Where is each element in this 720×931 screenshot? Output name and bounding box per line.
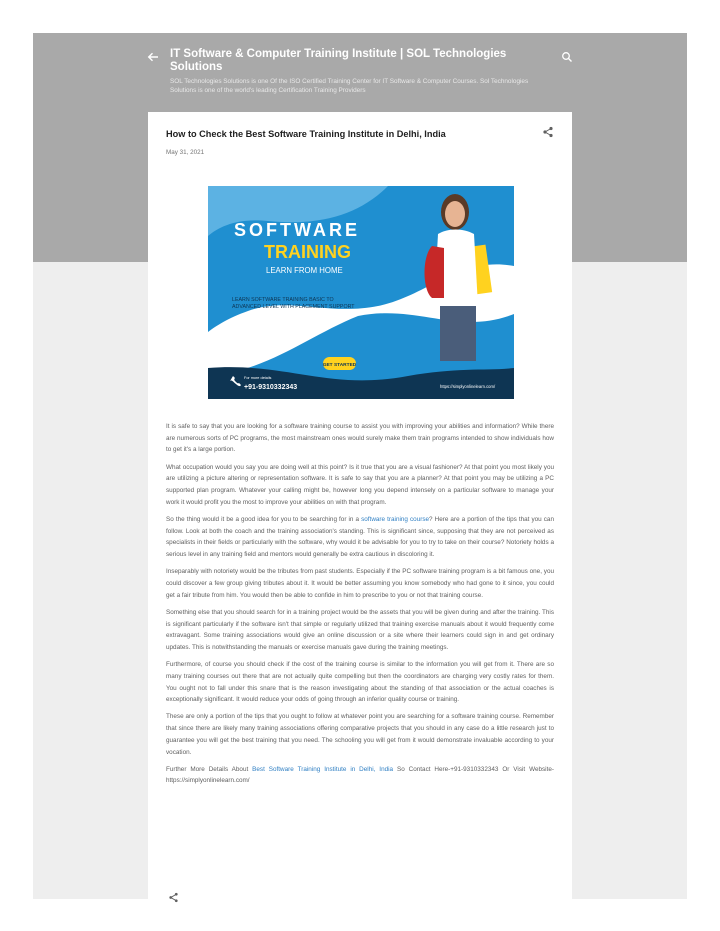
paragraph-7: These are only a portion of the tips that you ought to follow at whatever point you are searching for a software training course. Remember that since there are likely many training associations offering comparative projects that you should in any case do a little research just to guarantee you will get the best training that you need. The schooling you will get from it would demonstrate invaluable according to your vocation. (166, 713, 554, 756)
hero-subtext-line-1: LEARN SOFTWARE TRAINING BASIC TO (232, 297, 334, 303)
hero-subtext-line-2: ADVANCED LEVEL WITH PLACEMENT SUPPORT (232, 304, 355, 310)
search-icon[interactable] (561, 51, 573, 63)
paragraph-4: Inseparably with notoriety would be the tributes from past students. Especially if the PC software training program is a bit famous one, you could discover a few group giving tributes about it. It would be better assuming you know somebody who had gone to it since, you could get a fair tribute from him. You would then be able to confide in him to prescribe to you or not that training course. (166, 568, 554, 599)
post-date: May 31, 2021 (166, 149, 205, 156)
blog-title[interactable]: IT Software & Computer Training Institute | SOL Technologies Solutions (170, 48, 507, 73)
paragraph-6: Furthermore, of course you should check if the cost of the training course is similar to the information you will get from it. There are so many training courses out there that are not actually quite compelling but then the coordinators are charging very costly rates for them. You ought not to fall under this snare that is the reason investigating about the standing of that association or the actual coaches is exceptionally significant. It would reduce your odds of going through an inferior quality course or training. (166, 661, 554, 704)
hero-contact-label: For more details (244, 376, 272, 380)
page-frame (33, 33, 687, 899)
arrow-left-icon[interactable] (146, 50, 160, 64)
hero-tagline: LEARN FROM HOME (266, 266, 343, 275)
software-training-course-link[interactable]: software training course (361, 515, 430, 523)
paragraph-3 (166, 514, 554, 561)
hero-website: https://simplyonlinelearn.com/ (440, 384, 496, 389)
hero-cta-label: GET STARTED (322, 363, 357, 368)
paragraph-2: What occupation would you say you are doing well at this point? Is it true that you are a visual fashioner? At that point you most likely you are utilizing a picture altering or representation software. It is safe to say that you are a planner? At that point you may be utilizing a PC supported plan program. Whatever your calling might be, however long you depend intensely on a particular software to manage your work it would profit you the most to improve your abilities on with that program. (166, 463, 554, 506)
paragraph-8-text-before: Further More Details About (166, 765, 253, 773)
paragraph-1: It is safe to say that you are looking for a software training course to assist you with improving your abilities and information? While there are numerous sorts of PC programs, the most mainstream ones would surely make them train programs intended to show individuals how to get it's a large portion. (166, 423, 554, 454)
hero-headline-software: SOFTWARE (234, 220, 360, 240)
hero-illustration (208, 186, 514, 399)
share-icon-bottom[interactable] (168, 892, 179, 903)
paragraph-3-text-after: ? Here are a portion of the tips that you can follow. Look at both the coach and the training association's standing. This is significant since, supposing that they are not perceived as specialists in their fields or particularly with the software, why would it be advisable for you to try to take on their course? Notoriety holds a serious level in any training field and mentors would generally be extra cautious in discoloring it. (166, 515, 554, 559)
share-icon[interactable] (542, 126, 554, 138)
paragraph-8-text-after: So Contact Here-+91-9310332343 Or Visit Website- https://simplyonlinelearn.com/ (166, 765, 554, 785)
post-body (166, 421, 554, 793)
paragraph-5: Something else that you should search for in a training project would be the assets that you will be given during and after the training. This is significant particularly if the software isn't that simple or regularly utilized that training exercise manuals about it would frequently come extravagant. Some training associations would give an online discussion or a site where their learners could sign in and get ordinary updates. This is notwithstanding the manuals or exercise manuals gave during the training meetings. (166, 608, 554, 651)
hero-phone: +91-9310332343 (244, 384, 298, 391)
hero-banner-image (208, 186, 514, 399)
post-title[interactable]: How to Check the Best Software Training Institute in Delhi, India (166, 129, 446, 139)
paragraph-3-text-before: So the thing would it be a good idea for you to be searching for in a (166, 515, 362, 523)
best-software-training-institute-link[interactable]: Best Software Training Institute in Delhi, India (252, 765, 394, 773)
post-card (148, 112, 572, 912)
blog-description: SOL Technologies Solutions is one Of the ISO Certified Training Center for IT Software & Computer Courses. Sol Technologies Solutions is one of the world's leading Certification Training Providers (170, 78, 529, 94)
paragraph-8 (166, 764, 554, 787)
hero-headline-training: TRAINING (264, 242, 351, 262)
